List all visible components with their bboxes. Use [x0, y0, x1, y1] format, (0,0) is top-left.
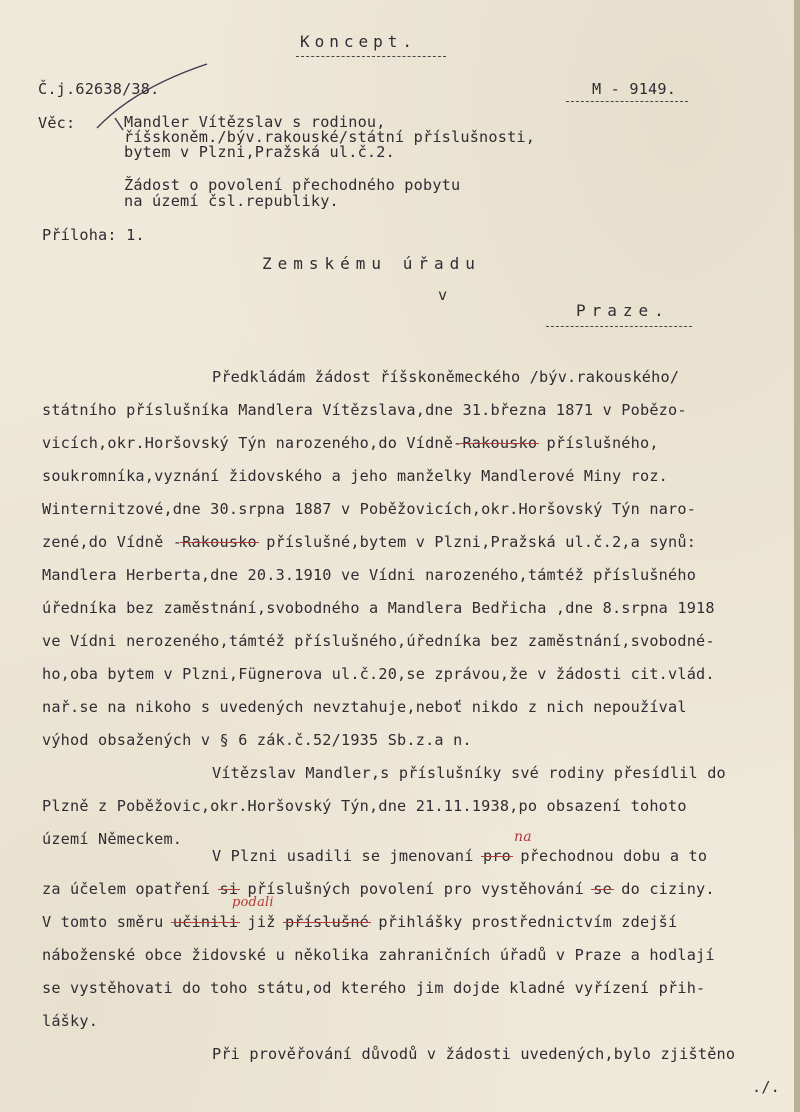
body-p1-line-3: vicích,okr.Horšovský Týn narozeného,do Vídně-Rakousko příslušného,: [42, 434, 659, 452]
body-p1-line-10: ho,oba bytem v Plzni,Fügnerova ul.č.20,se zprávou,že v žádosti cit.vlád.: [42, 665, 715, 683]
subject-line-1: Mandler Vítězslav s rodinou,: [124, 113, 386, 131]
body-p1-line-1: Předkládám žádost říšskoněmeckého /býv.rakouského/: [212, 368, 680, 386]
document-title: Koncept.: [300, 32, 418, 51]
request-line-1: Žádost o povolení přechodného pobytu: [124, 176, 461, 194]
body-p3-line-5: se vystěhovati do toho státu,od kterého jim dojde kladné vyřízení přih-: [42, 979, 706, 997]
body-p2-line-2: Plzně z Poběžovic,okr.Horšovský Týn,dne 21.11.1938,po obsazení tohoto: [42, 797, 687, 815]
attachment-line: Příloha: 1.: [42, 226, 145, 244]
body-p1-line-4: soukromníka,vyznání židovského a jeho manželky Mandlerové Miny roz.: [42, 467, 669, 485]
body-p1-line-7: Mandlera Herberta,dne 20.3.1910 ve Vídni narozeného,támtéž příslušného: [42, 566, 697, 584]
body-p1-line-5: Winternitzové,dne 30.srpna 1887 v Poběžovicích,okr.Horšovský Týn naro-: [42, 500, 697, 518]
file-mark-underline: [566, 101, 688, 102]
body-p1-line-6: zené,do Vídně -Rakousko příslušné,bytem v Plzni,Pražská ul.č.2,a synů:: [42, 533, 697, 551]
body-p3-line-3: V tomto směru učinili již příslušné přihlášky prostřednictvím zdejší: [42, 913, 678, 931]
reference-number: Č.j.62638/38.: [38, 80, 160, 98]
body-p1-line-11: nař.se na nikoho s uvedených nevztahuje,neboť nikdo z nich nepoužíval: [42, 698, 687, 716]
title-underline: [296, 56, 446, 57]
page-edge: [794, 0, 800, 1112]
request-line-2: na území čsl.republiky.: [124, 192, 339, 210]
body-p3-line-2: za účelem opatření si příslušných povolení pro vystěhování se do ciziny.: [42, 880, 715, 898]
body-p3-line-4: náboženské obce židovské u několika zahraničních úřadů v Praze a hodlají: [42, 946, 715, 964]
body-p3-line-1: V Plzni usadili se jmenovaní pro přechodnou dobu a to: [212, 847, 708, 865]
struck-word-rakousko-2: Rakousko: [182, 533, 257, 551]
body-p2-line-3: území Německem.: [42, 830, 183, 848]
body-p1-line-2: státního příslušníka Mandlera Vítězslava,dne 31.března 1871 v Pobězo-: [42, 401, 687, 419]
subject-line-2: říšskoněm./býv.rakouské/státní příslušnosti,: [124, 128, 536, 146]
recipient-preposition: v: [438, 286, 448, 304]
body-p1-line-8: úředníka bez zaměstnání,svobodného a Mandlera Bedřicha ,dne 8.srpna 1918: [42, 599, 715, 617]
continuation-mark: ./.: [752, 1078, 781, 1096]
struck-word-rakousko: Rakousko: [462, 434, 538, 452]
body-p1-line-12: výhod obsažených v § 6 zák.č.52/1935 Sb.z.a n.: [42, 731, 472, 749]
handwritten-insert-na: na: [514, 829, 532, 845]
body-p2-line-1: Vítězslav Mandler,s příslušníky své rodiny přesídlil do: [212, 764, 726, 782]
recipient-city: Praze.: [576, 301, 670, 320]
body-p4-line-1: Při prověřování důvodů v žádosti uvedených,bylo zjištěno: [212, 1045, 736, 1063]
body-p1-line-9: ve Vídni nerozeného,támtéž příslušného,úředníka bez zaměstnání,svobodné-: [42, 632, 715, 650]
subject-label: Věc:: [38, 114, 76, 132]
recipient-office: Zemskému úřadu: [262, 254, 481, 273]
subject-line-3: bytem v Plzni,Pražská ul.č.2.: [124, 143, 395, 161]
handwritten-insert-podali: podali: [232, 895, 274, 910]
file-mark: M - 9149.: [592, 80, 677, 98]
recipient-underline: [546, 326, 692, 327]
body-p3-line-6: lášky.: [42, 1012, 99, 1030]
